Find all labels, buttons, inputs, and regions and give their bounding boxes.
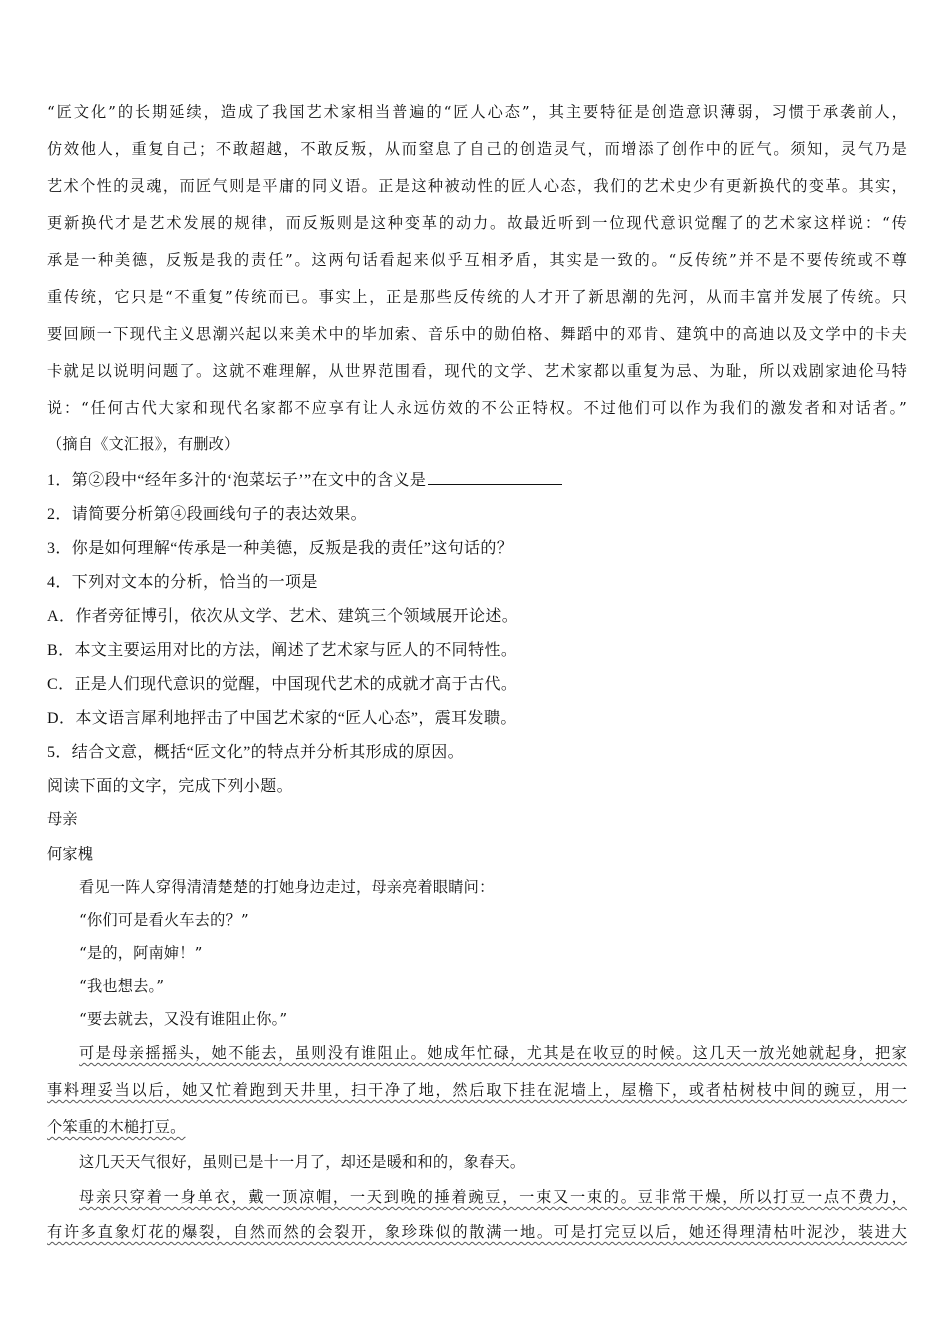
question-2: 2．请简要分析第④段画线句子的表达效果。 — [47, 506, 368, 523]
dialogue-line: “你们可是看火车去的？” — [79, 911, 249, 929]
question-4: 4．下列对文本的分析，恰当的一项是 — [47, 574, 318, 591]
story-author: 何家槐 — [47, 845, 94, 863]
paragraph: 这几天天气很好，虽则已是十一月了，却还是暖和和的，象春天。 — [79, 1153, 526, 1171]
essay-line: 说：“任何古代大家和现代名家都不应享有让人永远仿效的不公正特权。不过他们可以作为我们的激发者和对话者。” — [47, 399, 907, 417]
essay-line: 卡就足以说明问题了。这就不难理解，从世界范围看，现代的文学、艺术家都以重复为忌、为耻，所以戏剧家迪伦马特 — [47, 362, 907, 380]
option-b: B．本文主要运用对比的方法，阐述了艺术家与匠人的不同特性。 — [47, 642, 518, 659]
paragraph-line — [79, 1042, 907, 1063]
essay-line: 更新换代才是艺术发展的规律，而反叛则是这种变革的动力。故最近听到一位现代意识觉醒了的艺术家这样说：“传 — [47, 214, 907, 232]
paragraph-line — [79, 1186, 907, 1207]
story-title: 母亲 — [47, 810, 78, 828]
paragraph-line — [47, 1221, 907, 1242]
question-1 — [47, 467, 907, 490]
essay-source: （摘自《文汇报》，有删改） — [47, 435, 240, 453]
question-3: 3．你是如何理解“传承是一种美德，反叛是我的责任”这句话的？ — [47, 540, 514, 557]
dialogue-line: “我也想去。” — [79, 977, 165, 995]
option-d: D．本文语言犀利地抨击了中国艺术家的“匠人心态”，震耳发聩。 — [47, 710, 517, 727]
option-a: A．作者旁征博引，依次从文学、艺术、建筑三个领域展开论述。 — [47, 608, 519, 625]
underlined-text: 个笨重的木槌打豆。 — [47, 1118, 186, 1136]
essay-line: 要回顾一下现代主义思潮兴起以来美术中的毕加索、音乐中的勋伯格、舞蹈中的邓肯、建筑中的高迪以及文学中的卡夫 — [47, 325, 907, 343]
dialogue-line: “要去就去，又没有谁阻止你。” — [79, 1010, 288, 1028]
essay-line: 承是一种美德，反叛是我的责任”。这两句话看起来似乎互相矛盾，其实是一致的。“反传统”并不是不要传统或不尊 — [47, 251, 907, 269]
underlined-text: 有许多直象灯花的爆裂，自然而然的会裂开，象珍珠似的散满一地。可是打完豆以后，她还得理清枯叶泥沙，装进大 — [47, 1223, 907, 1241]
question-5: 5．结合文意，概括“匠文化”的特点并分析其形成的原因。 — [47, 744, 465, 761]
underlined-text: 可是母亲摇摇头，她不能去，虽则没有谁阻止。她成年忙碌，尤其是在收豆的时候。这几天一放光她就起身，把家 — [79, 1044, 907, 1062]
question-1-text: 1．第②段中“经年多汁的‘泡菜坛子’”在文中的含义是 — [47, 472, 427, 489]
underlined-text: 母亲只穿着一身单衣，戴一顶凉帽，一天到晚的捶着豌豆，一束又一束的。豆非常干燥，所以打豆一点不费力， — [79, 1188, 907, 1206]
answer-blank — [428, 470, 562, 485]
reading-instruction: 阅读下面的文字，完成下列小题。 — [47, 778, 294, 795]
dialogue-line: “是的，阿南婶！” — [79, 944, 203, 962]
paragraph: 看见一阵人穿得清清楚楚的打她身边走过，母亲亮着眼睛问： — [79, 878, 495, 896]
essay-line: 仿效他人，重复自己；不敢超越，不敢反叛，从而窒息了自己的创造灵气，而增添了创作中的匠气。须知，灵气乃是 — [47, 140, 907, 158]
paragraph-line — [47, 1116, 907, 1137]
essay-line: 重传统，它只是“不重复”传统而已。事实上，正是那些反传统的人才开了新思潮的先河，从而丰富并发展了传统。只 — [47, 288, 907, 306]
option-c: C．正是人们现代意识的觉醒，中国现代艺术的成就才高于古代。 — [47, 676, 518, 693]
essay-line: “匠文化”的长期延续，造成了我国艺术家相当普遍的“匠人心态”，其主要特征是创造意识薄弱，习惯于承袭前人， — [47, 103, 907, 121]
underlined-text: 事料理妥当以后，她又忙着跑到天井里，扫干净了地，然后取下挂在泥墙上，屋檐下，或者枯树枝中间的豌豆，用一 — [47, 1081, 907, 1099]
paragraph-line — [47, 1079, 907, 1100]
essay-line: 艺术个性的灵魂，而匠气则是平庸的同义语。正是这种被动性的匠人心态，我们的艺术史少有更新换代的变革。其实， — [47, 177, 907, 195]
